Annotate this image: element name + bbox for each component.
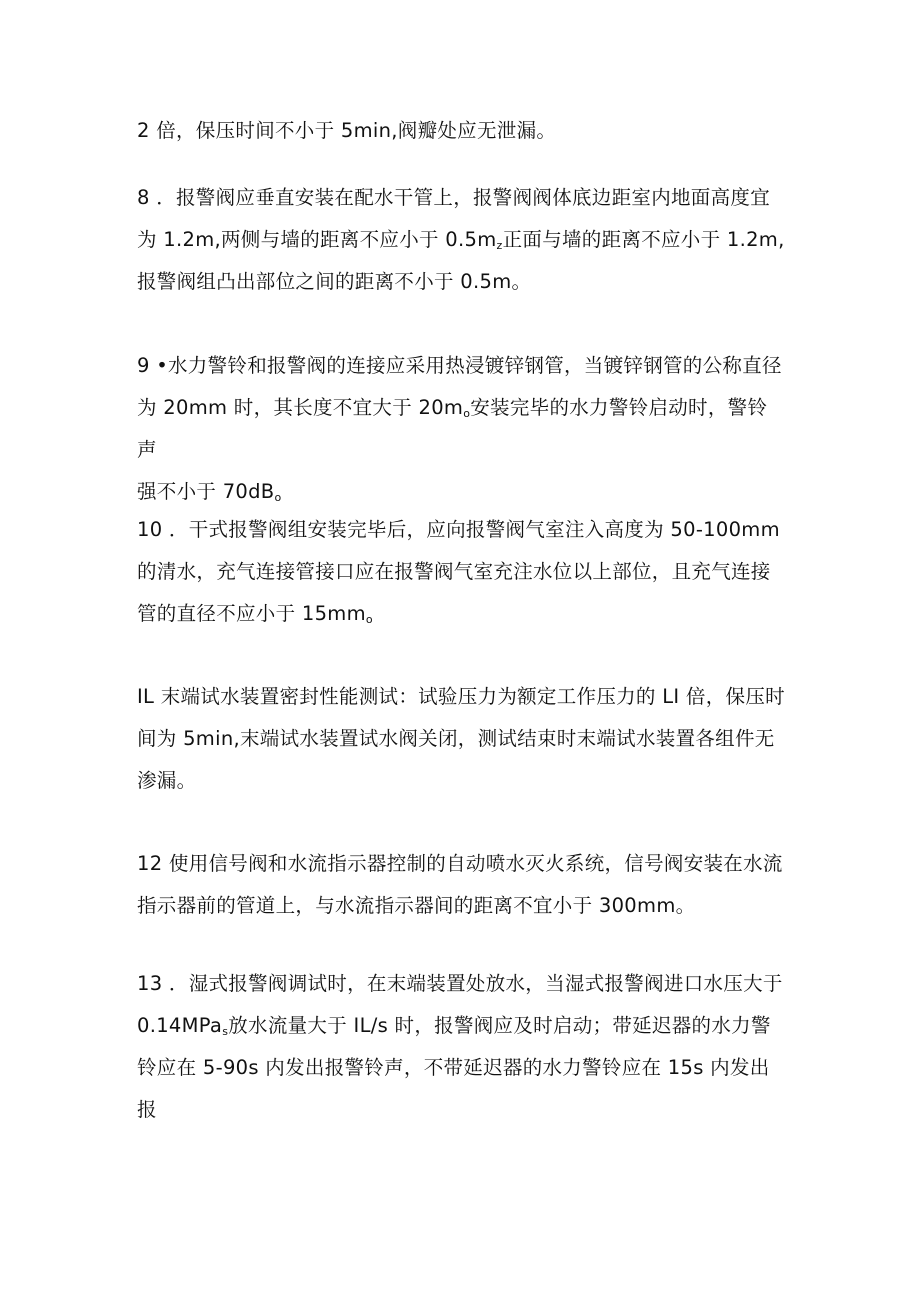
text-line: 强不小于 70dB — [137, 480, 275, 503]
text-line: IL 末端试水装置密封性能测试：试验压力为额定工作压力的 LI 倍，保压时 — [137, 685, 785, 708]
text-line: 间为 5min,末端试水装置试水阀关闭，测试结束时末端试水装置各组件无 — [137, 727, 775, 750]
text-line: 安装完毕的水力警铃启动时，警铃声 — [137, 396, 768, 461]
subscript-mark: o — [365, 613, 373, 626]
paragraph-item-9 — [137, 345, 787, 513]
text-line: 0.14MPa — [137, 1014, 223, 1037]
text-line: 10 ．干式报警阀组安装完毕后，应向报警阀气室注入高度为 50-100mm — [137, 518, 780, 541]
text-line: 放水流量大于 IL/s 时，报警阀应及时启动；带延迟器的水力警 — [228, 1014, 771, 1037]
text-line: 管的直径不应小于 15mm — [137, 602, 366, 625]
text-line: 报警阀组凸出部位之间的距离不小于 0.5m。 — [137, 270, 532, 293]
text-line: 渗漏。 — [137, 769, 197, 792]
paragraph-item-12 — [137, 843, 787, 927]
text-line: 为 1.2m,两侧与墙的距离不应小于 0.5m — [137, 228, 497, 251]
text-line: 9 •水力警铃和报警阀的连接应采用热浸镀锌钢管，当镀锌钢管的公称直径 — [137, 354, 782, 377]
paragraph-item-10 — [137, 509, 787, 635]
subscript-mark: o — [274, 491, 282, 504]
paragraph-item-11 — [137, 676, 787, 802]
subscript-mark: s — [222, 1025, 229, 1038]
text-line: 指示器前的管道上，与水流指示器间的距离不宜小于 300mm。 — [137, 894, 696, 917]
text-line: 的清水，充气连接管接口应在报警阀气室充注水位以上部位，且充气连接 — [137, 560, 771, 583]
subscript-mark: z — [496, 239, 503, 252]
paragraph-item-13 — [137, 963, 787, 1131]
text-line: 13 ．湿式报警阀调试时，在末端装置处放水，当湿式报警阀进口水压大于 — [137, 972, 783, 995]
text-line: 8 ．报警阀应垂直安装在配水干管上，报警阀阀体底边距室内地面高度宜 — [137, 186, 771, 209]
text-line: 铃应在 5-90s 内发出报警铃声，不带延迟器的水力警铃应在 15s 内发出报 — [137, 1056, 770, 1121]
text-line: 正面与墙的距离不应小于 1.2m, — [502, 228, 785, 251]
text-line: 12 使用信号阀和水流指示器控制的自动喷水灭火系统，信号阀安装在水流 — [137, 852, 783, 875]
subscript-mark: o — [463, 407, 471, 420]
paragraph-continuation — [137, 110, 787, 152]
text-line: 为 20mm 时，其长度不宜大于 20m — [137, 396, 464, 419]
text-line: 2 倍，保压时间不小于 5min,阀瓣处应无泄漏。 — [137, 119, 557, 142]
paragraph-item-8 — [137, 177, 787, 303]
